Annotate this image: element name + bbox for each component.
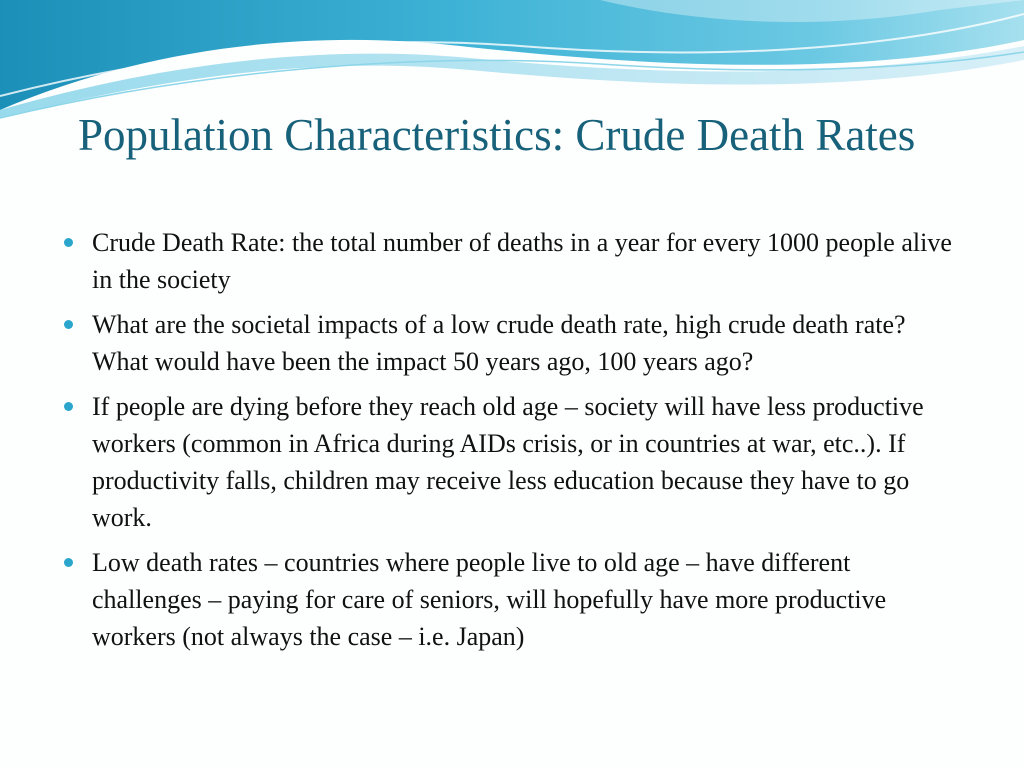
bullet-item	[64, 388, 964, 536]
bullet-text: What are the societal impacts of a low crude death rate, high crude death rate? What would have been the impact 50 years ago, 100 years ago?	[92, 310, 906, 376]
bullet-text: If people are dying before they reach old age – society will have less productive workers (common in Africa during AIDs crisis, or in countries at war, etc..). If productivity falls, children may receive less education because they have to go work.	[92, 392, 924, 532]
wave-banner-decoration	[0, 0, 1024, 120]
bullet-dot-icon	[64, 238, 73, 247]
bullet-item	[64, 224, 964, 298]
bullet-dot-icon	[64, 558, 73, 567]
bullet-text: Crude Death Rate: the total number of deaths in a year for every 1000 people alive in the society	[92, 228, 952, 294]
bullet-dot-icon	[64, 320, 73, 329]
bullet-text: Low death rates – countries where people live to old age – have different challenges – paying for care of seniors, will hopefully have more productive workers (not always the case – i.e. Japan)	[92, 548, 887, 651]
bullet-item	[64, 544, 964, 655]
bullet-dot-icon	[64, 402, 73, 411]
bullet-list	[64, 224, 964, 663]
bullet-item	[64, 306, 964, 380]
slide-title: Population Characteristics: Crude Death Rates	[78, 110, 916, 160]
